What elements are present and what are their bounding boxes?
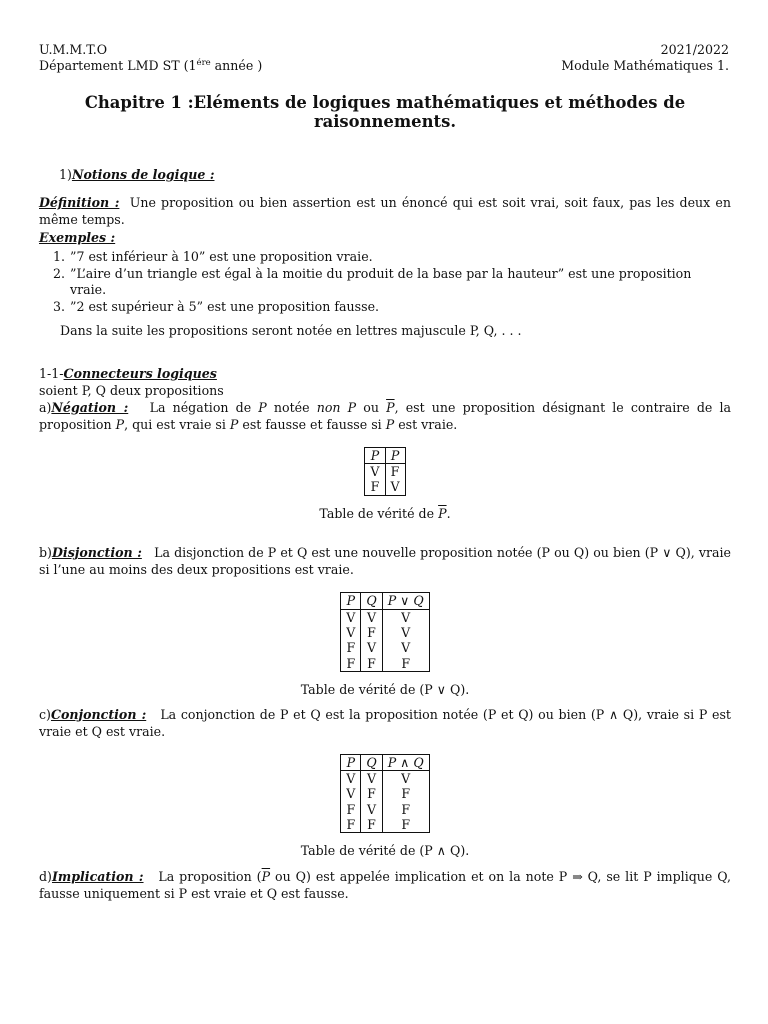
disjonction-truth-table	[340, 592, 429, 672]
table-header-cell: P	[365, 447, 385, 463]
list-item: 1. ”7 est inférieur à 10” est une proposition vraie.	[69, 249, 731, 266]
table-cell: V	[382, 640, 429, 655]
table-row	[341, 640, 429, 655]
list-item: 2. ”L’aire d’un triangle est égal à la moitie du produit de la base par la hauteur” est une proposition vraie.	[69, 266, 731, 300]
implication-text: La proposition (	[158, 869, 262, 885]
text-run: , qui est vraie si	[124, 416, 230, 432]
text-run: notée	[266, 399, 317, 415]
table-cell: V	[385, 479, 405, 495]
department-text: Département LMD ST (1	[39, 58, 197, 74]
conjonction-table-block	[39, 754, 731, 861]
disjonction-table-caption: Table de vérité de (P ∨ Q).	[300, 682, 470, 698]
module-name: Module Mathématiques 1.	[561, 58, 729, 74]
table-row	[341, 609, 429, 625]
table-header-row	[341, 593, 429, 609]
table-cell: F	[382, 802, 429, 817]
math-p: P	[258, 399, 267, 415]
table-cell: F	[341, 656, 361, 672]
table-row	[365, 479, 405, 495]
implication-letter: d)	[39, 869, 52, 885]
table-row	[365, 463, 405, 479]
implication-label: Implication :	[51, 869, 144, 885]
table-row	[341, 656, 429, 672]
list-item: 3. ”2 est supérieur à 5” est une proposition fausse.	[69, 299, 731, 316]
table-cell: V	[341, 786, 361, 801]
conjonction-paragraph	[39, 707, 731, 741]
table-header-cell: Q	[361, 754, 382, 770]
definition-text: Une proposition ou bien assertion est un énoncé qui est soit vrai, soit faux, pas les deux en même temps.	[39, 195, 731, 227]
math-p: P	[115, 416, 125, 432]
math-non: non	[316, 399, 341, 415]
table-cell: V	[341, 609, 361, 625]
subsection-title: Connecteurs logiques	[63, 366, 217, 382]
implication-text: ou Q) est appelée implication et on la note P ⇒ Q, se lit P implique Q, fausse uniquement si P est vraie et Q est fausse.	[39, 869, 731, 902]
examples-label: Exemples :	[39, 229, 116, 245]
university-name: U.M.M.T.O	[39, 42, 108, 57]
negation-letter: a)	[39, 399, 52, 415]
header-left	[39, 42, 262, 74]
negation-paragraph	[39, 400, 731, 434]
table-row	[341, 817, 429, 833]
math-p: P	[347, 399, 357, 415]
department-line	[39, 58, 262, 74]
header-right	[561, 42, 731, 74]
section-1-heading	[39, 167, 731, 184]
negation-truth-table	[364, 447, 405, 496]
text-run: ou	[356, 399, 387, 415]
page-header	[39, 42, 731, 74]
subsection-number: 1-1-	[39, 366, 64, 382]
table-cell: F	[385, 463, 405, 479]
negation-table-caption	[39, 506, 731, 523]
math-p: P	[229, 416, 239, 432]
disjonction-paragraph	[39, 545, 731, 579]
math-p-bar: $\overline{P}$	[386, 399, 395, 415]
implication-paragraph	[39, 869, 731, 903]
table-cell: F	[365, 479, 385, 495]
math-p-bar: $\overline{P}$	[438, 505, 447, 521]
table-cell: V	[382, 625, 429, 640]
negation-label: Négation :	[51, 399, 129, 415]
table-header-cell: P ∨ Q	[382, 593, 429, 609]
table-header-row	[365, 447, 405, 463]
table-header-cell: $\overline{P}$	[385, 447, 405, 463]
department-sup: ére	[196, 58, 211, 69]
chapter-title: Chapitre 1 :Eléments de logiques mathématiques et méthodes de raisonnements.	[84, 93, 686, 131]
text-run: La négation de	[149, 399, 259, 415]
disjonction-table-block	[39, 592, 731, 699]
table-cell: F	[341, 802, 361, 817]
definition-label: Définition :	[39, 195, 120, 211]
table-cell: F	[361, 786, 382, 801]
negation-table-block	[39, 447, 731, 523]
table-cell: V	[382, 771, 429, 787]
section-1-1-heading	[39, 366, 731, 383]
table-cell: F	[382, 817, 429, 833]
table-cell: V	[382, 609, 429, 625]
examples-list	[39, 249, 731, 317]
table-header-cell: P	[341, 593, 361, 609]
table-cell: F	[382, 656, 429, 672]
caption-text: Table de vérité de	[319, 505, 439, 521]
examples-heading	[39, 230, 731, 247]
table-cell: V	[361, 609, 382, 625]
section-number: 1)	[59, 167, 72, 183]
table-header-cell: P	[341, 754, 361, 770]
conjonction-truth-table	[340, 754, 429, 834]
math-p: P	[385, 416, 395, 432]
table-cell: V	[361, 771, 382, 787]
department-text-end: année )	[210, 58, 263, 74]
document-page	[39, 42, 731, 903]
table-cell: F	[341, 640, 361, 655]
disjonction-label: Disjonction :	[51, 545, 142, 561]
table-cell: F	[361, 817, 382, 833]
table-cell: V	[361, 802, 382, 817]
table-row	[341, 802, 429, 817]
suite-paragraph: Dans la suite les propositions seront notée en lettres majuscule P, Q, . . .	[60, 323, 522, 339]
academic-year: 2021/2022	[660, 42, 729, 57]
caption-text: .	[446, 505, 451, 521]
disjonction-letter: b)	[39, 545, 52, 561]
table-cell: V	[341, 771, 361, 787]
conjonction-table-caption: Table de vérité de (P ∧ Q).	[300, 843, 470, 859]
conjonction-letter: c)	[39, 706, 51, 722]
table-cell: F	[341, 817, 361, 833]
math-p-bar: $\overline{P}$	[261, 869, 271, 885]
table-cell: V	[361, 640, 382, 655]
table-row	[341, 771, 429, 787]
table-cell: F	[361, 625, 382, 640]
table-header-row	[341, 754, 429, 770]
conjonction-label: Conjonction :	[50, 706, 147, 722]
table-row	[341, 625, 429, 640]
section-title: Notions de logique :	[71, 167, 215, 183]
conjonction-text: La conjonction de P et Q est la proposition notée (P et Q) ou bien (P ∧ Q), vraie si P est vraie et Q est vraie.	[39, 706, 731, 739]
table-header-cell: P ∧ Q	[382, 754, 429, 770]
text-run: , est une proposition désignant le contraire de la proposition	[39, 399, 732, 432]
table-cell: V	[341, 625, 361, 640]
table-cell: V	[365, 463, 385, 479]
table-cell: F	[382, 786, 429, 801]
definition-paragraph	[39, 195, 731, 229]
table-cell: F	[361, 656, 382, 672]
table-header-cell: Q	[361, 593, 382, 609]
subsection-intro: soient P, Q deux propositions	[39, 382, 224, 398]
table-row	[341, 786, 429, 801]
disjonction-text: La disjonction de P et Q est une nouvelle proposition notée (P ou Q) ou bien (P ∨ Q), vraie si l’une au moins des deux propositions est vraie.	[39, 545, 731, 578]
text-run: est fausse et fausse si	[238, 416, 386, 432]
text-run: est vraie.	[394, 416, 458, 432]
